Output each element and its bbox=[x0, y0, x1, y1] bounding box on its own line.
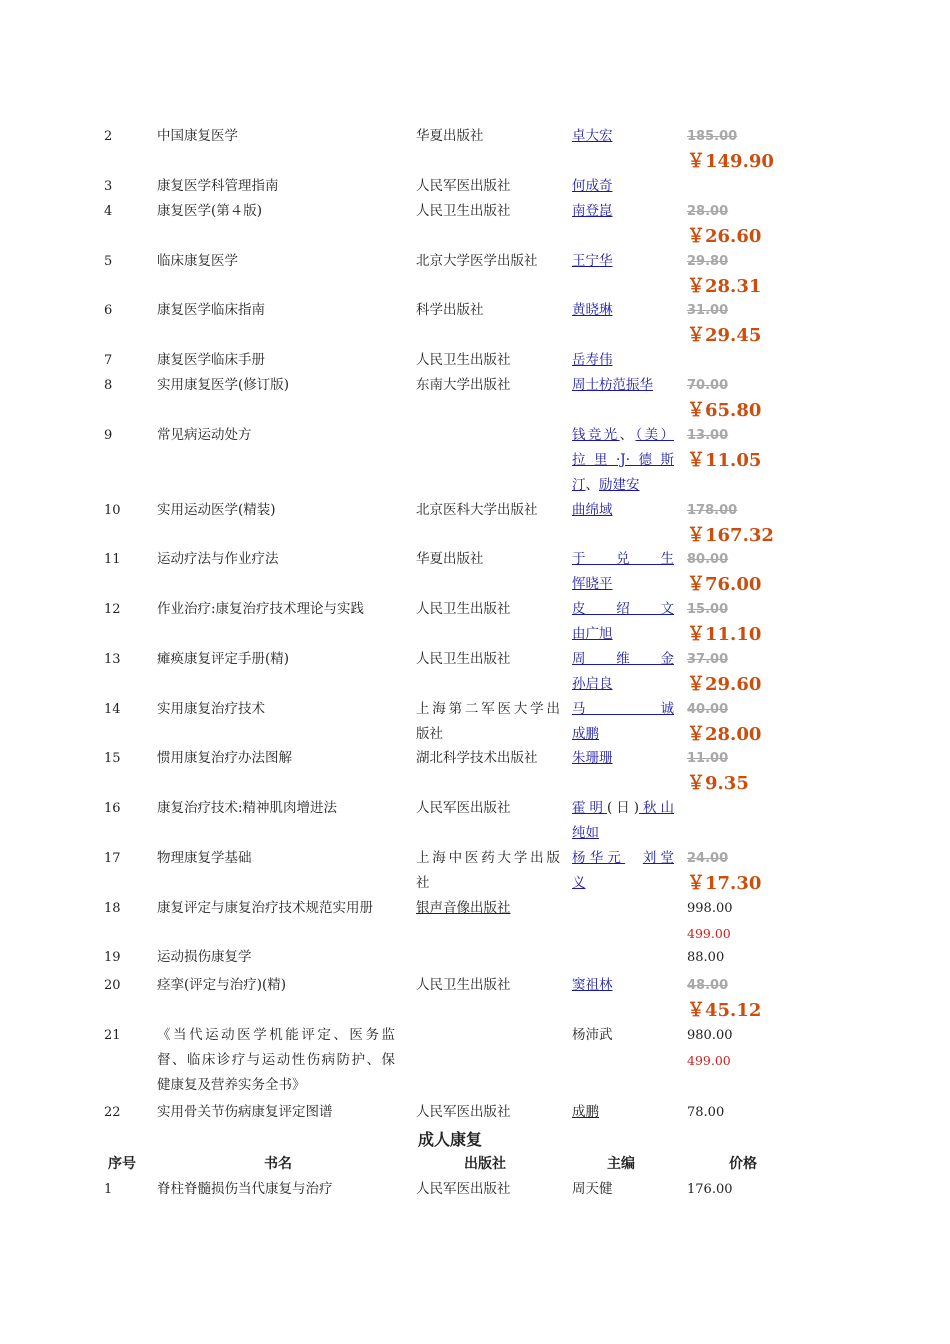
original-price: 40.00 bbox=[687, 702, 729, 717]
editor bbox=[572, 796, 674, 846]
editor bbox=[572, 647, 674, 697]
book-title-line: 实用骨关节伤病康复评定图谱 bbox=[157, 1104, 333, 1120]
row-number: 11 bbox=[104, 552, 121, 567]
book-title bbox=[157, 498, 395, 523]
row-number: 22 bbox=[104, 1105, 121, 1120]
discount-price: 499.00 bbox=[687, 1053, 731, 1068]
price bbox=[687, 846, 817, 896]
book-title-line: 康复评定与康复治疗技术规范实用册 bbox=[157, 900, 373, 916]
list-price: 980.00 bbox=[687, 1028, 733, 1043]
publisher-line: 人民卫生出版社 bbox=[416, 651, 511, 667]
original-price: 70.00 bbox=[687, 378, 729, 393]
editor bbox=[572, 199, 674, 224]
book-title bbox=[157, 348, 395, 373]
editor-link[interactable]: 恽晓平 bbox=[572, 576, 613, 592]
editor-line bbox=[572, 697, 674, 722]
publisher bbox=[416, 298, 560, 323]
publisher-line: 人民卫生出版社 bbox=[416, 601, 511, 617]
editor-text: 、 bbox=[619, 427, 636, 443]
price bbox=[687, 547, 817, 597]
editor-link[interactable]: 钱竞光 bbox=[572, 427, 620, 443]
editor-link[interactable]: 窦祖林 bbox=[572, 977, 613, 993]
publisher bbox=[416, 498, 560, 523]
price bbox=[687, 1100, 817, 1125]
sale-price: ￥29.60 bbox=[687, 674, 762, 695]
editor-line bbox=[572, 423, 674, 448]
sale-price: ￥26.60 bbox=[687, 226, 762, 247]
publisher-line: 人民卫生出版社 bbox=[416, 977, 511, 993]
book-title bbox=[157, 174, 395, 199]
editor bbox=[572, 1023, 674, 1048]
editor-line bbox=[572, 547, 674, 572]
publisher bbox=[416, 373, 560, 398]
editor bbox=[572, 348, 674, 373]
editor bbox=[572, 174, 674, 199]
editor-line bbox=[572, 473, 674, 498]
publisher bbox=[416, 697, 560, 747]
editor-line bbox=[572, 1023, 674, 1048]
editor-line bbox=[572, 249, 674, 274]
book-title-line: 实用康复治疗技术 bbox=[157, 701, 265, 717]
original-price: 185.00 bbox=[687, 129, 738, 144]
price bbox=[687, 746, 817, 796]
book-title-line: 痉挛(评定与治疗)(精) bbox=[157, 977, 287, 993]
editor-line bbox=[572, 373, 674, 398]
editor-line bbox=[572, 846, 674, 871]
publisher-line: 东南大学出版社 bbox=[416, 377, 511, 393]
row-number: 12 bbox=[104, 602, 121, 617]
price bbox=[687, 498, 817, 548]
price bbox=[687, 298, 817, 348]
row-number: 9 bbox=[104, 428, 113, 443]
sale-price: ￥65.80 bbox=[687, 400, 762, 421]
price bbox=[687, 1177, 817, 1202]
book-title-line: 督、临床诊疗与运动性伤病防护、保 bbox=[157, 1052, 395, 1068]
price bbox=[687, 697, 817, 747]
row-number: 5 bbox=[104, 254, 113, 269]
publisher-line: 北京医科大学出版社 bbox=[416, 502, 538, 518]
editor bbox=[572, 498, 674, 523]
book-title bbox=[157, 423, 395, 448]
publisher-line: 上海第二军医大学出 bbox=[416, 701, 560, 717]
editor-link[interactable]: 杨华元 bbox=[572, 850, 626, 866]
editor-link[interactable]: 皮绍文 bbox=[572, 601, 674, 617]
publisher-line: 华夏出版社 bbox=[416, 551, 484, 567]
editor-line bbox=[572, 1100, 674, 1125]
row-number: 8 bbox=[104, 378, 113, 393]
publisher-line: 上海中医药大学出版 bbox=[416, 850, 560, 866]
book-title bbox=[157, 547, 395, 572]
book-title bbox=[157, 199, 395, 224]
book-title bbox=[157, 796, 395, 821]
editor-link[interactable]: 周士枋范振华 bbox=[572, 377, 653, 393]
book-title-line: 康复医学临床指南 bbox=[157, 302, 265, 318]
editor bbox=[572, 373, 674, 398]
list-price: 88.00 bbox=[687, 950, 725, 965]
book-title bbox=[157, 298, 395, 323]
editor-line bbox=[572, 597, 674, 622]
editor-line bbox=[572, 1177, 674, 1202]
editor-link[interactable]: 于兑生 bbox=[572, 551, 674, 567]
editor-link[interactable]: 成鹏 bbox=[572, 1104, 599, 1120]
editor bbox=[572, 124, 674, 149]
book-title bbox=[157, 647, 395, 672]
editor-line bbox=[572, 498, 674, 523]
sale-price: ￥29.45 bbox=[687, 325, 762, 346]
book-title bbox=[157, 846, 395, 871]
book-title bbox=[157, 697, 395, 722]
original-price: 178.00 bbox=[687, 503, 738, 518]
book-title-line: 健康复及营养实务全书》 bbox=[157, 1077, 306, 1093]
original-price: 15.00 bbox=[687, 602, 729, 617]
editor-line bbox=[572, 199, 674, 224]
publisher bbox=[416, 174, 560, 199]
publisher-line: 人民军医出版社 bbox=[416, 178, 511, 194]
row-number: 17 bbox=[104, 851, 121, 866]
book-title-line: 康复医学临床手册 bbox=[157, 352, 265, 368]
row-number: 16 bbox=[104, 801, 121, 816]
sale-price: ￥149.90 bbox=[687, 151, 774, 172]
editor-line bbox=[572, 572, 674, 597]
editor bbox=[572, 1100, 674, 1125]
row-number: 3 bbox=[104, 179, 113, 194]
publisher bbox=[416, 124, 560, 149]
editor-link[interactable]: 马诚 bbox=[572, 701, 674, 717]
editor-link[interactable]: 霍明 bbox=[572, 800, 607, 816]
book-title-line: 常见病运动处方 bbox=[157, 427, 252, 443]
sale-price: ￥9.35 bbox=[687, 773, 749, 794]
book-title-line: 惯用康复治疗办法图解 bbox=[157, 750, 292, 766]
original-price: 37.00 bbox=[687, 652, 729, 667]
book-title bbox=[157, 1100, 395, 1125]
editor-text: (日) bbox=[606, 800, 640, 816]
editor bbox=[572, 1177, 674, 1202]
book-title bbox=[157, 373, 395, 398]
sale-price: ￥45.12 bbox=[687, 1000, 762, 1021]
book-title-line: 临床康复医学 bbox=[157, 253, 238, 269]
publisher-line: 人民军医出版社 bbox=[416, 1181, 511, 1197]
price bbox=[687, 597, 817, 647]
editor-link[interactable]: 周维金 bbox=[572, 651, 674, 667]
list-price: 78.00 bbox=[687, 1105, 725, 1120]
publisher bbox=[416, 199, 560, 224]
publisher-line: 湖北科学技术出版社 bbox=[416, 750, 538, 766]
editor-line bbox=[572, 348, 674, 373]
list-price: 176.00 bbox=[687, 1182, 733, 1197]
discount-price: 499.00 bbox=[687, 926, 731, 941]
editor-line bbox=[572, 448, 674, 473]
publisher-line: 人民军医出版社 bbox=[416, 800, 511, 816]
editor-text: 周天健 bbox=[572, 1181, 613, 1197]
original-price: 31.00 bbox=[687, 303, 729, 318]
editor-link[interactable]: 励建安 bbox=[599, 477, 640, 493]
publisher-line: 北京大学医学出版社 bbox=[416, 253, 538, 269]
row-number: 15 bbox=[104, 751, 121, 766]
publisher bbox=[416, 846, 560, 896]
publisher-line: 人民卫生出版社 bbox=[416, 203, 511, 219]
editor-link[interactable]: 纯如 bbox=[572, 825, 599, 841]
editor-line bbox=[572, 871, 674, 896]
editor-link[interactable]: 南登崑 bbox=[572, 203, 613, 219]
price bbox=[687, 945, 817, 970]
editor bbox=[572, 746, 674, 771]
row-number: 13 bbox=[104, 652, 121, 667]
editor-link[interactable]: 由广旭 bbox=[572, 626, 613, 642]
price bbox=[687, 423, 817, 473]
publisher bbox=[416, 348, 560, 373]
book-title bbox=[157, 249, 395, 274]
header-num: 序号 bbox=[108, 1156, 136, 1172]
editor-link[interactable]: 成鹏 bbox=[572, 726, 599, 742]
original-price: 24.00 bbox=[687, 851, 729, 866]
book-title bbox=[157, 124, 395, 149]
publisher bbox=[416, 896, 560, 921]
book-title-line: 康复医学科管理指南 bbox=[157, 178, 279, 194]
book-title bbox=[157, 973, 395, 998]
editor-link[interactable]: 刘堂 bbox=[642, 850, 675, 866]
editor-line bbox=[572, 746, 674, 771]
header-editor: 主编 bbox=[607, 1156, 635, 1172]
header-publisher: 出版社 bbox=[464, 1156, 506, 1172]
editor-link[interactable]: 卓大宏 bbox=[572, 128, 613, 144]
price bbox=[687, 973, 817, 1023]
editor-line bbox=[572, 298, 674, 323]
editor-line bbox=[572, 647, 674, 672]
editor bbox=[572, 249, 674, 274]
book-title-line: 实用运动医学(精装) bbox=[157, 502, 276, 518]
publisher bbox=[416, 796, 560, 821]
publisher-line: 人民卫生出版社 bbox=[416, 352, 511, 368]
row-number: 14 bbox=[104, 702, 121, 717]
row-number: 1 bbox=[104, 1182, 113, 1197]
publisher-line: 版社 bbox=[416, 726, 443, 742]
editor bbox=[572, 697, 674, 747]
price bbox=[687, 1023, 817, 1073]
editor-link[interactable]: 拉里·J·德斯 bbox=[572, 452, 674, 468]
sale-price: ￥11.10 bbox=[687, 624, 762, 645]
sale-price: ￥76.00 bbox=[687, 574, 762, 595]
editor bbox=[572, 846, 674, 896]
header-title: 书名 bbox=[264, 1156, 292, 1172]
book-title-line: 运动损伤康复学 bbox=[157, 949, 252, 965]
book-title bbox=[157, 1177, 395, 1202]
book-title-line: 实用康复医学(修订版) bbox=[157, 377, 290, 393]
row-number: 6 bbox=[104, 303, 113, 318]
price bbox=[687, 647, 817, 697]
editor-line bbox=[572, 622, 674, 647]
row-number: 7 bbox=[104, 353, 113, 368]
editor bbox=[572, 423, 674, 498]
publisher bbox=[416, 597, 560, 622]
editor-line bbox=[572, 124, 674, 149]
section-title: 成人康复 bbox=[417, 1130, 482, 1149]
editor-line bbox=[572, 722, 674, 747]
editor-line bbox=[572, 796, 674, 821]
publisher bbox=[416, 1100, 560, 1125]
original-price: 80.00 bbox=[687, 552, 729, 567]
original-price: 29.80 bbox=[687, 254, 729, 269]
row-number: 4 bbox=[104, 204, 113, 219]
editor-link[interactable]: 何成奇 bbox=[572, 178, 613, 194]
publisher-line: 人民军医出版社 bbox=[416, 1104, 511, 1120]
price bbox=[687, 896, 817, 946]
book-title bbox=[157, 597, 395, 622]
original-price: 48.00 bbox=[687, 978, 729, 993]
editor-link[interactable]: 孙启良 bbox=[572, 676, 613, 692]
sale-price: ￥28.00 bbox=[687, 724, 762, 745]
price bbox=[687, 373, 817, 423]
publisher bbox=[416, 547, 560, 572]
original-price: 28.00 bbox=[687, 204, 729, 219]
publisher-line: 华夏出版社 bbox=[416, 128, 484, 144]
editor-link[interactable]: 曲绵域 bbox=[572, 502, 613, 518]
editor-line bbox=[572, 174, 674, 199]
editor-link[interactable]: 王宁华 bbox=[572, 253, 613, 269]
editor-line bbox=[572, 672, 674, 697]
editor bbox=[572, 298, 674, 323]
book-title-line: 运动疗法与作业疗法 bbox=[157, 551, 279, 567]
price bbox=[687, 199, 817, 249]
publisher-line: 社 bbox=[416, 875, 430, 891]
editor-link[interactable]: 义 bbox=[572, 875, 586, 891]
book-title-line: 《当代运动医学机能评定、医务监 bbox=[157, 1027, 395, 1043]
editor-link[interactable]: 黄晓琳 bbox=[572, 302, 613, 318]
row-number: 10 bbox=[104, 503, 121, 518]
book-title bbox=[157, 945, 395, 970]
editor bbox=[572, 973, 674, 998]
editor-link[interactable]: 汀 bbox=[572, 477, 586, 493]
editor-text: 、 bbox=[585, 477, 599, 493]
original-price: 11.00 bbox=[687, 751, 729, 766]
row-number: 20 bbox=[104, 978, 121, 993]
row-number: 19 bbox=[104, 950, 121, 965]
editor-link[interactable]: 秋山 bbox=[639, 800, 674, 816]
publisher bbox=[416, 973, 560, 998]
publisher bbox=[416, 746, 560, 771]
row-number: 2 bbox=[104, 129, 113, 144]
editor-link[interactable]: 朱珊珊 bbox=[572, 750, 613, 766]
sale-price: ￥11.05 bbox=[687, 450, 762, 471]
book-title-line: 作业治疗:康复治疗技术理论与实践 bbox=[157, 601, 365, 617]
book-title bbox=[157, 896, 395, 921]
header-price: 价格 bbox=[729, 1156, 757, 1172]
book-title bbox=[157, 1023, 395, 1098]
book-title-line: 康复治疗技术:精神肌肉增进法 bbox=[157, 800, 338, 816]
editor-text bbox=[625, 850, 643, 866]
editor-line bbox=[572, 973, 674, 998]
editor-text: 杨沛武 bbox=[572, 1027, 613, 1043]
book-title-line: 瘫痪康复评定手册(精) bbox=[157, 651, 290, 667]
editor-link[interactable]: 岳寿伟 bbox=[572, 352, 613, 368]
editor bbox=[572, 547, 674, 597]
book-title-line: 康复医学(第４版) bbox=[157, 203, 263, 219]
book-title bbox=[157, 746, 395, 771]
row-number: 18 bbox=[104, 901, 121, 916]
sale-price: ￥28.31 bbox=[687, 276, 762, 297]
sale-price: ￥167.32 bbox=[687, 525, 774, 546]
publisher bbox=[416, 647, 560, 672]
book-title-line: 脊柱脊髓损伤当代康复与治疗 bbox=[157, 1181, 333, 1197]
editor bbox=[572, 597, 674, 647]
list-price: 998.00 bbox=[687, 901, 733, 916]
book-title-line: 物理康复学基础 bbox=[157, 850, 252, 866]
sale-price: ￥17.30 bbox=[687, 873, 762, 894]
original-price: 13.00 bbox=[687, 428, 729, 443]
price bbox=[687, 249, 817, 299]
book-title-line: 中国康复医学 bbox=[157, 128, 238, 144]
publisher bbox=[416, 1177, 560, 1202]
publisher-line: 科学出版社 bbox=[416, 302, 484, 318]
editor-link[interactable]: （美） bbox=[635, 427, 674, 443]
publisher bbox=[416, 249, 560, 274]
row-number: 21 bbox=[104, 1028, 121, 1043]
editor-line bbox=[572, 821, 674, 846]
price bbox=[687, 124, 817, 174]
publisher-link[interactable]: 银声音像出版社 bbox=[416, 900, 511, 916]
